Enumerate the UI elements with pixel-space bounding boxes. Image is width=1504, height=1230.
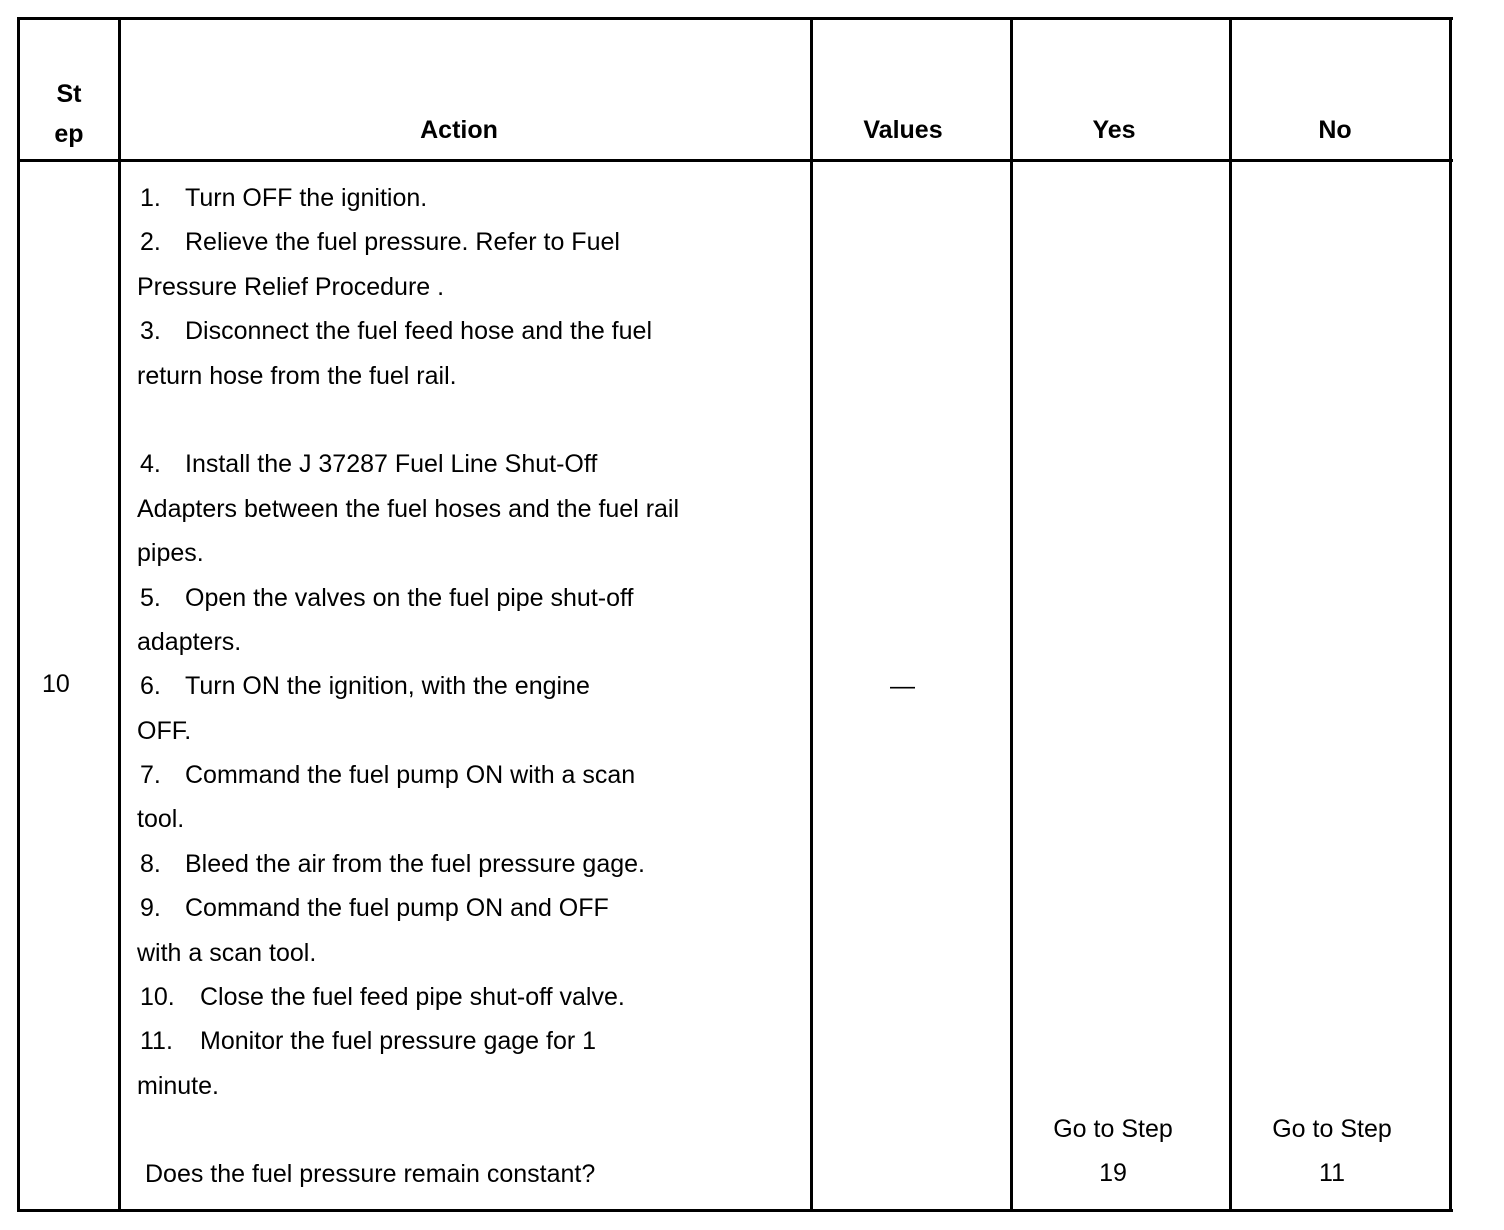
action-line bbox=[137, 620, 679, 664]
table-left-border bbox=[17, 17, 20, 1212]
table-right-border bbox=[1449, 17, 1452, 1212]
action-step-number: 10. bbox=[140, 983, 175, 1012]
action-step-text: OFF. bbox=[137, 716, 192, 745]
action-step-text: Relieve the fuel pressure. Refer to Fuel bbox=[185, 228, 620, 257]
yes-result bbox=[1013, 1107, 1213, 1195]
action-step-text: Command the fuel pump ON with a scan bbox=[185, 761, 636, 790]
action-line bbox=[137, 442, 679, 486]
header-yes: Yes bbox=[1092, 116, 1136, 144]
header-values: Values bbox=[863, 116, 943, 144]
action-step-list bbox=[137, 176, 679, 1108]
column-divider-action-values bbox=[810, 17, 813, 1212]
action-step-number: 9. bbox=[140, 894, 161, 923]
action-step-text: tool. bbox=[137, 805, 185, 834]
action-step-text: Install the J 37287 Fuel Line Shut-Off bbox=[185, 450, 598, 479]
action-line bbox=[137, 842, 679, 886]
action-step-text: Monitor the fuel pressure gage for 1 bbox=[200, 1027, 597, 1056]
action-question: Does the fuel pressure remain constant? bbox=[145, 1160, 596, 1188]
action-line bbox=[137, 309, 679, 353]
action-step-text: pipes. bbox=[137, 539, 204, 568]
action-line bbox=[137, 576, 679, 620]
action-step-text: Pressure Relief Procedure . bbox=[137, 272, 445, 301]
action-line bbox=[137, 886, 679, 930]
action-line bbox=[137, 531, 679, 575]
values-dash: — bbox=[890, 672, 915, 700]
action-line bbox=[137, 709, 679, 753]
action-step-text: Bleed the air from the fuel pressure gage. bbox=[185, 849, 645, 878]
no-goto-label: Go to Step bbox=[1272, 1115, 1392, 1143]
action-line bbox=[137, 931, 679, 975]
action-line bbox=[137, 975, 679, 1019]
action-step-number: 8. bbox=[140, 849, 161, 878]
action-line bbox=[137, 1064, 679, 1108]
action-step-text: with a scan tool. bbox=[137, 938, 317, 967]
action-step-text: Close the fuel feed pipe shut-off valve. bbox=[200, 983, 625, 1012]
yes-goto-label: Go to Step bbox=[1053, 1115, 1173, 1143]
header-step-line2: ep bbox=[54, 120, 84, 148]
action-step-number: 2. bbox=[140, 228, 161, 257]
action-line bbox=[137, 176, 679, 220]
action-line bbox=[137, 265, 679, 309]
step-number: 10 bbox=[42, 670, 70, 698]
action-line bbox=[137, 487, 679, 531]
header-step bbox=[20, 74, 118, 154]
column-divider-yes-no bbox=[1229, 17, 1232, 1212]
action-line bbox=[137, 220, 679, 264]
yes-step-number: 19 bbox=[1099, 1159, 1127, 1187]
action-step-number: 5. bbox=[140, 583, 161, 612]
header-bottom-border bbox=[17, 159, 1453, 162]
action-step-number: 6. bbox=[140, 672, 161, 701]
header-action: Action bbox=[420, 116, 498, 144]
table-bottom-border bbox=[17, 1209, 1453, 1212]
action-step-text: return hose from the fuel rail. bbox=[137, 361, 457, 390]
action-line bbox=[137, 664, 679, 708]
column-divider-step-action bbox=[118, 17, 121, 1212]
header-step-line1: St bbox=[56, 80, 82, 108]
no-result bbox=[1232, 1107, 1432, 1195]
action-step-number: 1. bbox=[140, 184, 161, 212]
column-divider-values-yes bbox=[1010, 17, 1013, 1212]
action-step-text: Open the valves on the fuel pipe shut-off bbox=[185, 583, 634, 612]
action-step-text: adapters. bbox=[137, 627, 242, 656]
action-line bbox=[137, 1019, 679, 1063]
action-step-text: minute. bbox=[137, 1071, 219, 1100]
action-line bbox=[137, 753, 679, 797]
no-step-number: 11 bbox=[1319, 1159, 1345, 1187]
action-step-text: Command the fuel pump ON and OFF bbox=[185, 894, 609, 923]
action-step-text: Adapters between the fuel hoses and the fuel rail bbox=[137, 494, 680, 523]
action-step-number: 11. bbox=[140, 1027, 173, 1056]
action-step-text: Disconnect the fuel feed hose and the fuel bbox=[185, 317, 652, 346]
action-line bbox=[137, 797, 679, 841]
action-step-number: 4. bbox=[140, 450, 161, 479]
action-line bbox=[137, 398, 679, 442]
action-step-number: 3. bbox=[140, 317, 161, 346]
table-top-border bbox=[17, 17, 1453, 20]
action-line bbox=[137, 354, 679, 398]
action-step-number: 7. bbox=[140, 761, 161, 790]
header-no: No bbox=[1318, 116, 1352, 144]
action-step-text: Turn ON the ignition, with the engine bbox=[185, 672, 590, 701]
action-step-text: Turn OFF the ignition. bbox=[185, 184, 428, 212]
